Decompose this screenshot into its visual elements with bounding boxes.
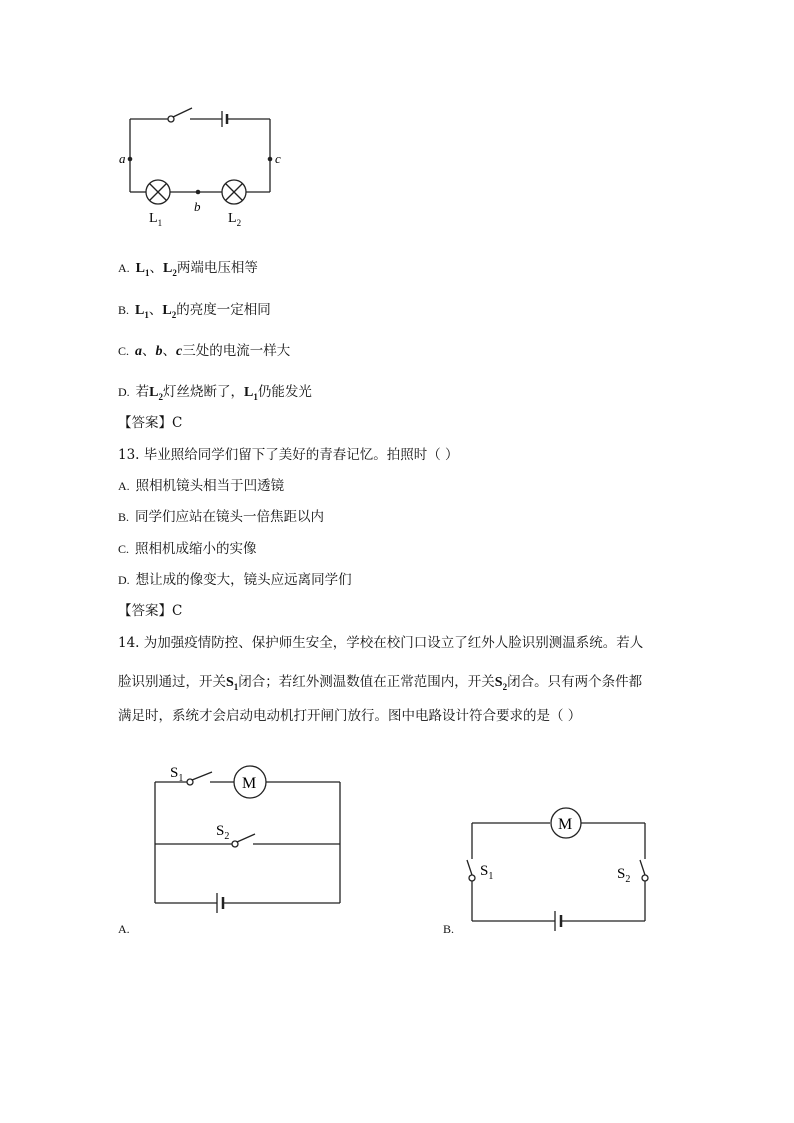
node-b xyxy=(196,190,201,195)
label-l2: $L_2$ xyxy=(228,211,242,228)
s2-label-a: $S_2$ xyxy=(216,823,230,842)
option-a-label: A. xyxy=(118,922,130,936)
circuit-option-b-figure xyxy=(462,803,662,933)
q12-answer: 【答案】C xyxy=(118,415,183,431)
q13-option-a: A. 照相机镜头相当于凹透镜 xyxy=(118,478,285,494)
s1-label-a: $S_1$ xyxy=(170,765,184,784)
q13-option-b: B. 同学们应站在镜头一倍焦距以内 xyxy=(118,509,325,525)
label-b: b xyxy=(194,199,201,214)
s1-label-b: $S_1$ xyxy=(480,863,494,882)
option-b-label: B. xyxy=(443,922,455,936)
q13-answer: 【答案】C xyxy=(118,603,183,619)
label-a: a xyxy=(119,151,126,166)
series-circuit-figure xyxy=(110,100,300,235)
node-c xyxy=(268,157,273,162)
q12-option-a: A. $L_1$、$L_2$两端电压相等 xyxy=(118,260,258,278)
motor-label-b: M xyxy=(558,816,573,833)
q14-stem-line2: 脸识别通过，开关$S_1$闭合；若红外测温数值在正常范围内，开关$S_2$闭合。只有两个条件都 xyxy=(118,674,643,692)
q12-option-d: D. 若$L_2$灯丝烧断了，$L_1$仍能发光 xyxy=(118,384,312,402)
q12-option-c: C. a、b、c三处的电流一样大 xyxy=(118,343,291,359)
label-l1: $L_1$ xyxy=(149,211,163,228)
label-c: c xyxy=(275,151,281,166)
circuit-option-a-figure xyxy=(150,755,350,925)
q13-option-d: D. 想让成的像变大，镜头应远离同学们 xyxy=(118,572,352,588)
node-a xyxy=(128,157,133,162)
q13-stem: 13. 毕业照给同学们留下了美好的青春记忆。拍照时（ ） xyxy=(118,447,459,463)
s2-label-b: $S_2$ xyxy=(617,866,631,885)
q12-option-b: B. $L_1$、$L_2$的亮度一定相同 xyxy=(118,302,271,320)
q13-option-c: C. 照相机成缩小的实像 xyxy=(118,541,257,557)
q14-stem-line1: 14. 为加强疫情防控、保护师生安全，学校在校门口设立了红外人脸识别测温系统。若人 xyxy=(118,635,644,651)
q14-stem-line3: 满足时，系统才会启动电动机打开闸门放行。图中电路设计符合要求的是（ ） xyxy=(118,708,582,724)
motor-label-a: M xyxy=(242,775,257,792)
